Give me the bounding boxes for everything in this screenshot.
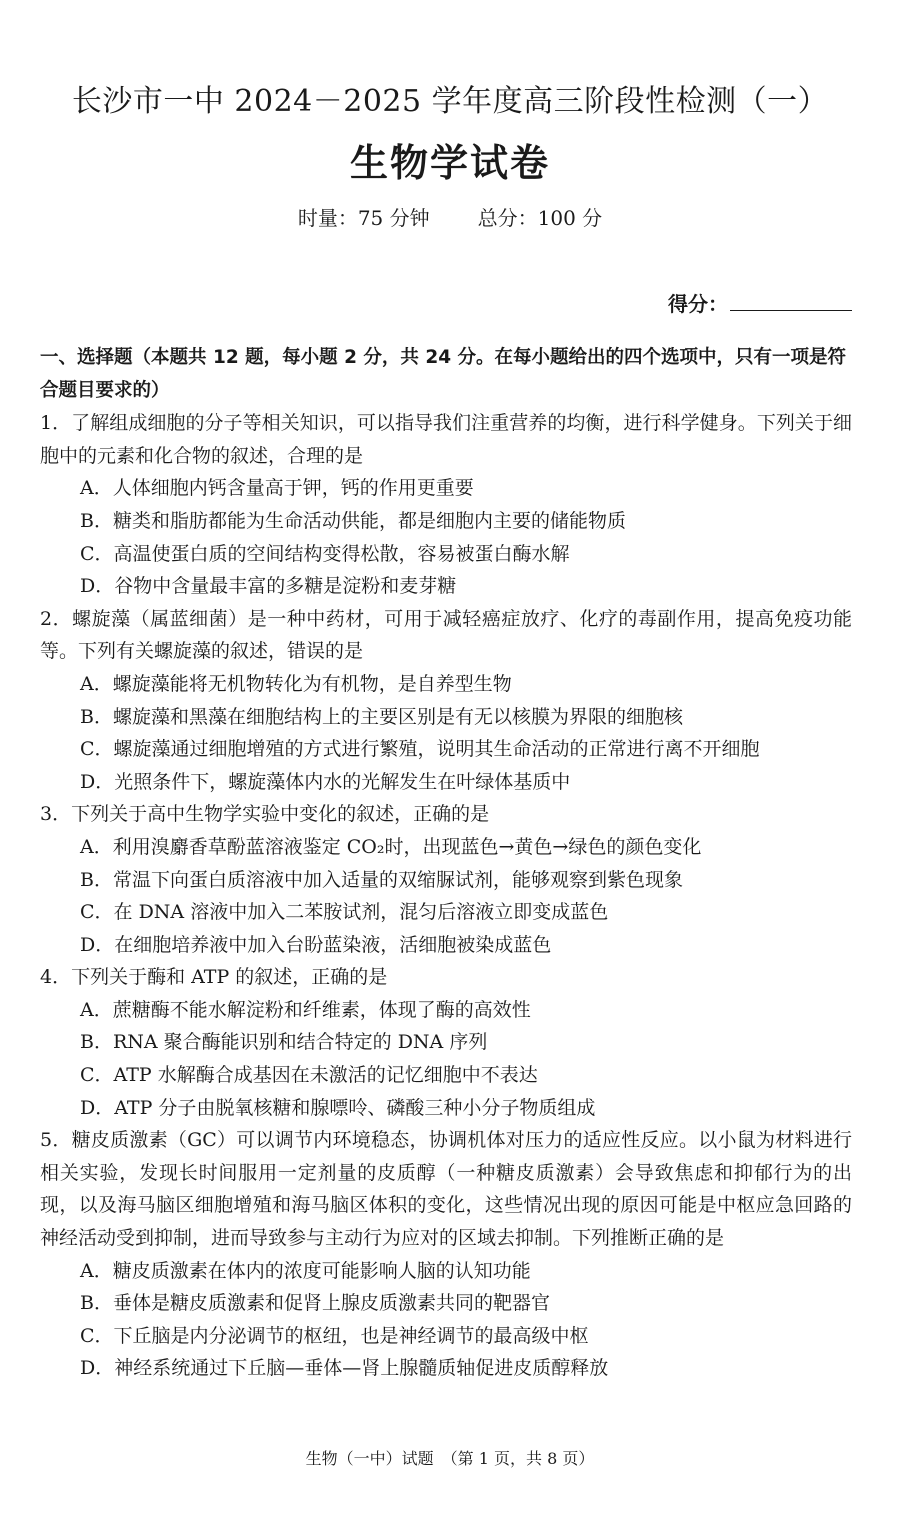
exam-title: 长沙市一中 2024－2025 学年度高三阶段性检测（一） [71, 84, 829, 119]
option-a: A．利用溴麝香草酚蓝溶液鉴定 CO₂时，出现蓝色→黄色→绿色的颜色变化 [80, 835, 702, 858]
question-stem: 5．糖皮质激素（GC）可以调节内环境稳态，协调机体对压力的适应性反应。以小鼠为材料进行相关实验，发现长时间服用一定剂量的皮质醇（一种糖皮质激素）会导致焦虑和抑郁行为的出现，以及海马脑区细胞增殖和海马脑区体积的变化，这些情况出现的原因可能是中枢应急回路的神经活动受到抑制，进而导致参与主动行为应对的区域去抑制。下列推断正确的是 [40, 1129, 852, 1250]
option-b: B．糖类和脂肪都能为生命活动供能，都是细胞内主要的储能物质 [80, 509, 626, 532]
exam-meta [0, 202, 900, 231]
option-c: C．在 DNA 溶液中加入二苯胺试剂，混匀后溶液立即变成蓝色 [80, 901, 609, 924]
time-limit: 时量：75 分钟 [297, 206, 430, 230]
score-field [668, 288, 852, 317]
option-b: B．RNA 聚合酶能识别和结合特定的 DNA 序列 [80, 1031, 488, 1054]
question-1 [40, 407, 852, 603]
option-d: D．在细胞培养液中加入台盼蓝染液，活细胞被染成蓝色 [80, 933, 552, 956]
question-3 [40, 798, 852, 961]
option-d: D．ATP 分子由脱氧核糖和腺嘌呤、磷酸三种小分子物质组成 [80, 1096, 596, 1119]
option-d: D．谷物中含量最丰富的多糖是淀粉和麦芽糖 [80, 575, 457, 598]
option-c: C．ATP 水解酶合成基因在未激活的记忆细胞中不表达 [80, 1064, 538, 1087]
total-score: 总分：100 分 [477, 206, 603, 230]
option-c: C．下丘脑是内分泌调节的枢纽，也是神经调节的最高级中枢 [80, 1324, 589, 1347]
option-b: B．常温下向蛋白质溶液中加入适量的双缩脲试剂，能够观察到紫色现象 [80, 868, 683, 891]
question-stem: 4．下列关于酶和 ATP 的叙述，正确的是 [40, 966, 388, 989]
option-c: C．螺旋藻通过细胞增殖的方式进行繁殖，说明其生命活动的正常进行离不开细胞 [80, 738, 760, 761]
option-b: B．垂体是糖皮质激素和促肾上腺皮质激素共同的靶器官 [80, 1292, 550, 1315]
question-content [40, 342, 852, 1385]
option-c: C．高温使蛋白质的空间结构变得松散，容易被蛋白酶水解 [80, 542, 570, 565]
score-blank [730, 292, 852, 311]
section-heading: 一、选择题（本题共 12 题，每小题 2 分，共 24 分。在每小题给出的四个选项中，只有一项是符合题目要求的） [40, 347, 847, 401]
question-stem: 1．了解组成细胞的分子等相关知识，可以指导我们注重营养的均衡，进行科学健身。下列关于细胞中的元素和化合物的叙述，合理的是 [40, 412, 852, 467]
option-a: A．糖皮质激素在体内的浓度可能影响人脑的认知功能 [80, 1259, 531, 1282]
question-2 [40, 603, 852, 799]
score-label: 得分： [668, 292, 728, 316]
question-stem: 2．螺旋藻（属蓝细菌）是一种中药材，可用于减轻癌症放疗、化疗的毒副作用，提高免疫功能等。下列有关螺旋藻的叙述，错误的是 [40, 607, 852, 663]
option-b: B．螺旋藻和黑藻在细胞结构上的主要区别是有无以核膜为界限的细胞核 [80, 705, 683, 728]
page-footer: 生物（一中）试题 （第 1 页，共 8 页） [305, 1449, 595, 1468]
option-a: A．人体细胞内钙含量高于钾，钙的作用更重要 [80, 477, 474, 500]
option-a: A．螺旋藻能将无机物转化为有机物，是自养型生物 [80, 672, 512, 695]
question-5 [40, 1124, 852, 1385]
option-d: D．神经系统通过下丘脑—垂体—肾上腺髓质轴促进皮质醇释放 [80, 1357, 609, 1380]
option-a: A．蔗糖酶不能水解淀粉和纤维素，体现了酶的高效性 [80, 998, 531, 1021]
question-stem: 3．下列关于高中生物学实验中变化的叙述，正确的是 [40, 803, 490, 826]
question-4 [40, 961, 852, 1124]
option-d: D．光照条件下，螺旋藻体内水的光解发生在叶绿体基质中 [80, 770, 571, 793]
subject-title: 生物学试卷 [349, 140, 550, 185]
